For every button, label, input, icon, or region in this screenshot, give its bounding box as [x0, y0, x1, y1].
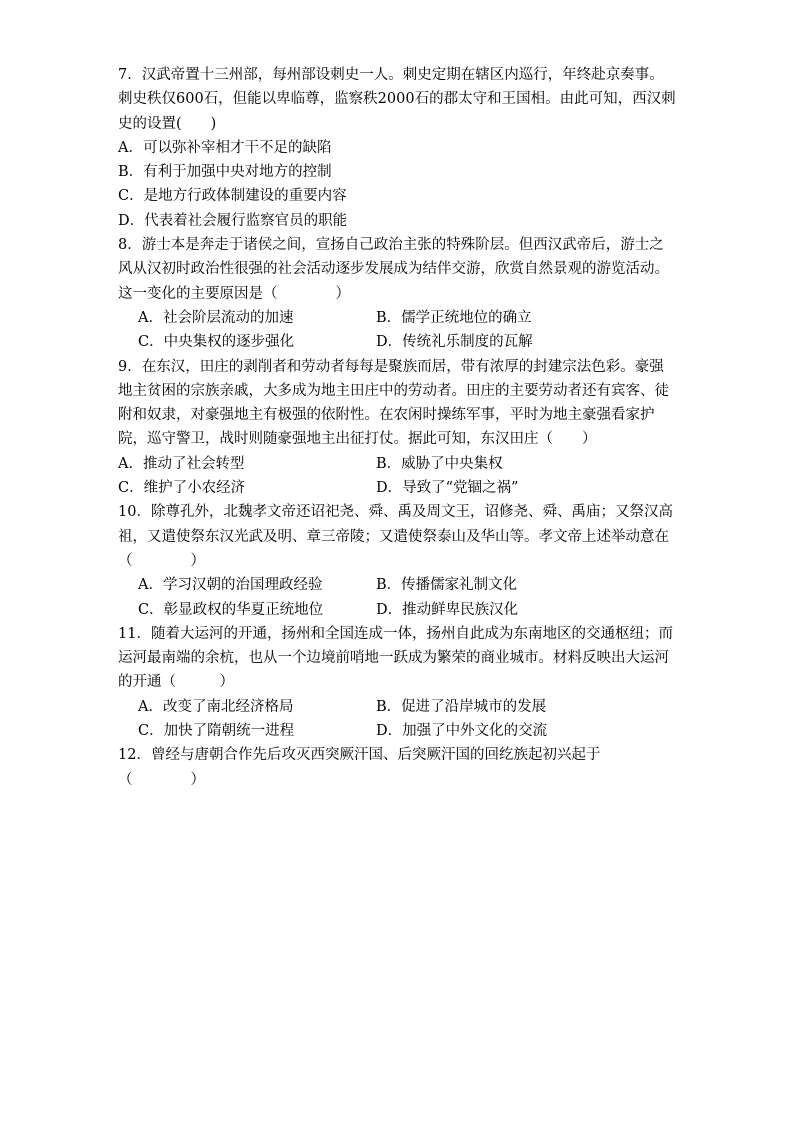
question-8: [118, 233, 678, 354]
option-b: B．促进了沿岸城市的发展: [376, 698, 547, 715]
question-stem: 12．曾经与唐朝合作先后攻灭西突厥汗国、后突厥汗国的回纥族起初兴起于（ ）: [118, 747, 601, 788]
question-10: [118, 500, 678, 621]
question-stem: 9．在东汉，田庄的剥削者和劳动者每每是聚族而居，带有浓厚的封建宗法色彩。豪强地主贫困的宗族亲戚，大多成为地主田庄中的劳动者。田庄的主要劳动者还有宾客、徒附和奴隶，对豪强地主有极强的依附性。在农闲时操练军事，平时为地主豪强看家护院，巡守警卫，战时则随豪强地主出征打仗。据此可知，东汉田庄（ ）: [118, 358, 669, 448]
option-d: D．代表着社会履行监察官员的职能: [118, 212, 348, 229]
question-stem: 11．随着大运河的开通，扬州和全国连成一体，扬州自此成为东南地区的交通枢纽；而运河最南端的余杭，也从一个边境前哨地一跃成为繁荣的商业城市。材料反映出大运河的开通（ ）: [118, 625, 673, 691]
option-d: D．推动鲜卑民族汉化: [376, 601, 519, 618]
option-c: C．彰显政权的华夏正统地位: [138, 601, 324, 618]
option-a: A．改变了南北经济格局: [138, 698, 294, 715]
option-row: [118, 573, 678, 597]
question-9: [118, 355, 678, 501]
question-stem: 7．汉武帝置十三州部，每州部设刺史一人。刺史定期在辖区内巡行，年终赴京奏事。刺史秩仅600石，但能以卑临尊，监察秩2000石的郡太守和王国相。由此可知，西汉刺史的设置( ): [118, 67, 676, 132]
option-row: [118, 452, 678, 476]
option-b: B．传播儒家礼制文化: [376, 577, 518, 594]
option-row: [118, 598, 678, 622]
option-a: A．学习汉朝的治国理政经验: [138, 577, 323, 594]
question-stem: 10．除尊孔外，北魏孝文帝还诏祀尧、舜、禹及周文王，诏修尧、舜、禹庙；又祭汉高祖，又遣使祭东汉光武及明、章三帝陵；又遣使祭泰山及华山等。孝文帝上述举动意在（ ）: [118, 504, 673, 569]
option-a: A．社会阶层流动的加速: [138, 309, 294, 326]
option-d: D．传统礼乐制度的瓦解: [376, 334, 533, 351]
question-12: [118, 743, 678, 792]
question-stem: 8．游士本是奔走于诸侯之间，宣扬自己政治主张的特殊阶层。但西汉武帝后，游士之风从汉初时政治性很强的社会活动逐步发展成为结伴交游，欣赏自然景观的游览活动。这一变化的主要原因是（ ）: [118, 237, 669, 302]
option-b: B．有利于加强中央对地方的控制: [118, 164, 332, 181]
option-a: A．可以弥补宰相才干不足的缺陷: [118, 139, 332, 156]
option-a: A．推动了社会转型: [118, 455, 245, 472]
option-row: [118, 330, 678, 354]
option-row: [118, 719, 678, 743]
option-d: D．导致了“党锢之祸”: [376, 480, 519, 497]
option-d: D．加强了中外文化的交流: [376, 723, 548, 740]
option-row: [118, 306, 678, 330]
option-b: B．儒学正统地位的确立: [376, 309, 532, 326]
option-c: C．维护了小农经济: [118, 480, 246, 497]
option-c: C．加快了隋朝统一进程: [138, 723, 295, 740]
question-11: [118, 622, 678, 743]
option-c: C．中央集权的逐步强化: [138, 334, 295, 351]
option-c: C．是地方行政体制建设的重要内容: [118, 188, 347, 205]
option-row: [118, 695, 678, 719]
question-list: [118, 63, 678, 792]
option-b: B．威胁了中央集权: [376, 455, 503, 472]
question-7: [118, 63, 678, 233]
option-row: [118, 476, 678, 500]
